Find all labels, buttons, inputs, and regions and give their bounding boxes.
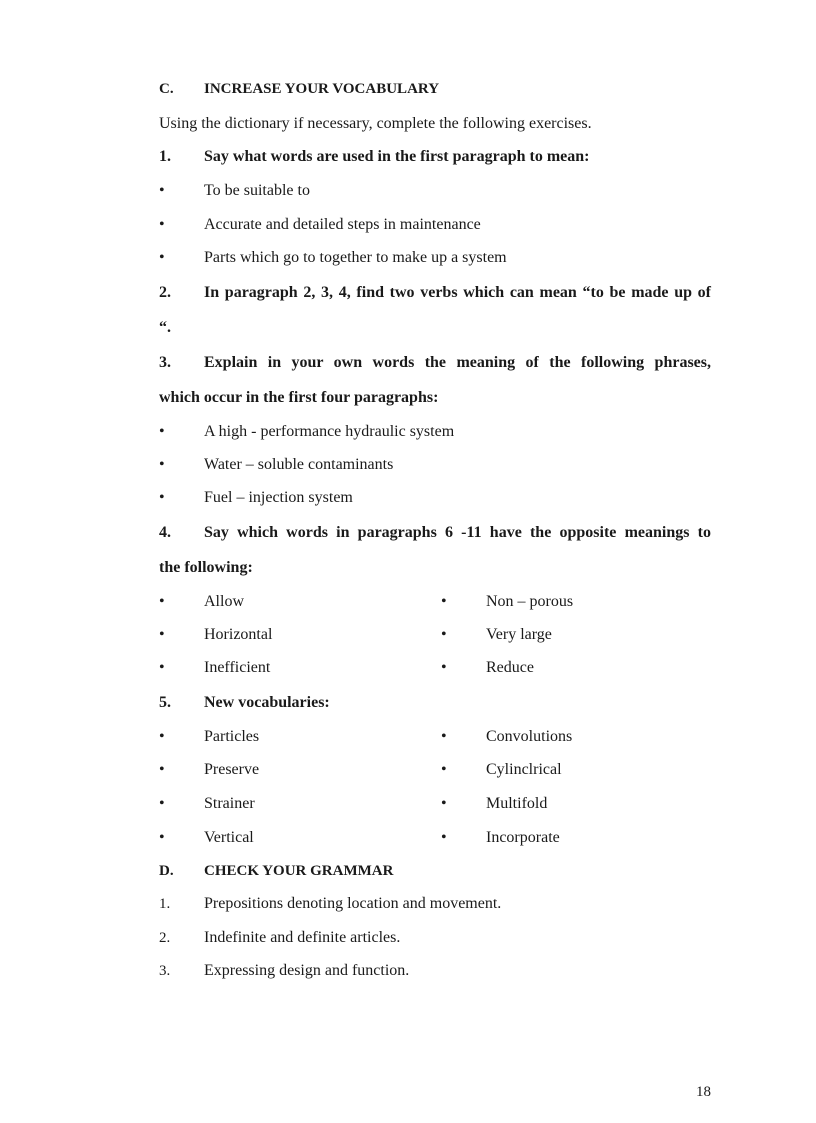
list-item-text: Particles	[204, 728, 260, 745]
item-number: 2.	[159, 930, 171, 946]
item-text: Prepositions denoting location and movement.	[204, 895, 502, 912]
bullet-icon: •	[441, 728, 447, 745]
item-text: Expressing design and function.	[204, 962, 410, 979]
list-item-text: Parts which go to together to make up a system	[204, 249, 507, 266]
question-number: 3.	[159, 354, 171, 371]
bullet-icon: •	[159, 593, 165, 610]
item-text: Indefinite and definite articles.	[204, 929, 401, 946]
question-text-continued: “.	[159, 319, 171, 336]
bullet-icon: •	[159, 626, 165, 643]
list-item-text: Multifold	[486, 795, 548, 812]
intro-text: Using the dictionary if necessary, complete the following exercises.	[159, 115, 592, 132]
bullet-icon: •	[441, 593, 447, 610]
bullet-icon: •	[159, 795, 165, 812]
question-number: 4.	[159, 524, 171, 541]
bullet-icon: •	[159, 249, 165, 266]
section-c-title: INCREASE YOUR VOCABULARY	[204, 81, 440, 97]
bullet-icon: •	[441, 795, 447, 812]
bullet-icon: •	[441, 761, 447, 778]
question-text: In paragraph 2, 3, 4, find two verbs which can mean “to be made up of	[204, 284, 711, 301]
bullet-icon: •	[159, 659, 165, 676]
list-item-text: A high - performance hydraulic system	[204, 423, 455, 440]
list-item-text: Preserve	[204, 761, 260, 778]
section-c-label: C.	[159, 81, 174, 97]
list-item-text: Strainer	[204, 795, 255, 812]
list-item-text: Inefficient	[204, 659, 271, 676]
page-number: 18	[696, 1084, 711, 1100]
list-item-text: Reduce	[486, 659, 534, 676]
question-text: New vocabularies:	[204, 694, 330, 711]
bullet-icon: •	[159, 489, 165, 506]
list-item-text: Cylinclrical	[486, 761, 562, 778]
list-item-text: Non – porous	[486, 593, 574, 610]
bullet-icon: •	[159, 423, 165, 440]
bullet-icon: •	[159, 728, 165, 745]
question-text: Say what words are used in the first paragraph to mean:	[204, 148, 590, 165]
bullet-icon: •	[159, 182, 165, 199]
list-item-text: To be suitable to	[204, 182, 310, 199]
question-text-continued: the following:	[159, 559, 253, 576]
list-item-text: Very large	[486, 626, 552, 643]
bullet-icon: •	[159, 456, 165, 473]
list-item-text: Water – soluble contaminants	[204, 456, 394, 473]
question-number: 5.	[159, 694, 171, 711]
list-item-text: Vertical	[204, 829, 254, 846]
bullet-icon: •	[441, 626, 447, 643]
section-d-label: D.	[159, 863, 174, 879]
question-number: 1.	[159, 148, 171, 165]
section-d-title: CHECK YOUR GRAMMAR	[204, 863, 394, 879]
list-item-text: Horizontal	[204, 626, 273, 643]
question-number: 2.	[159, 284, 171, 301]
bullet-icon: •	[441, 659, 447, 676]
list-item-text: Accurate and detailed steps in maintenance	[204, 216, 481, 233]
bullet-icon: •	[159, 761, 165, 778]
bullet-icon: •	[159, 829, 165, 846]
list-item-text: Allow	[204, 593, 244, 610]
list-item-text: Fuel – injection system	[204, 489, 353, 506]
item-number: 3.	[159, 963, 171, 979]
question-text-continued: which occur in the first four paragraphs:	[159, 389, 439, 406]
bullet-icon: •	[159, 216, 165, 233]
question-text: Explain in your own words the meaning of the following phrases,	[204, 354, 711, 371]
list-item-text: Convolutions	[486, 728, 573, 745]
item-number: 1.	[159, 896, 171, 912]
bullet-icon: •	[441, 829, 447, 846]
list-item-text: Incorporate	[486, 829, 560, 846]
question-text: Say which words in paragraphs 6 -11 have the opposite meanings to	[204, 524, 711, 541]
